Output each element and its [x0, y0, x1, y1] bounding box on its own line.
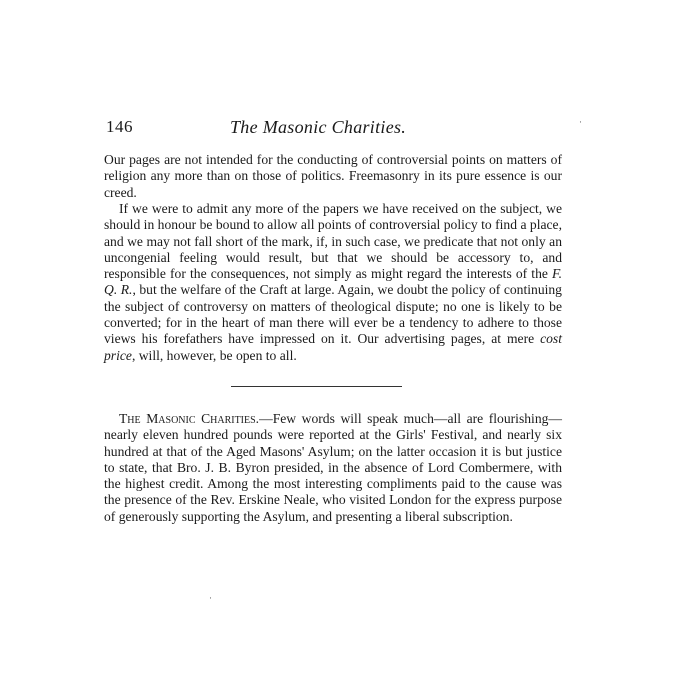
section-heading: The Masonic Charities. — [119, 411, 260, 426]
paragraph-text: If we were to admit any more of the papers we have received on the subject, we should in honour be bound to allow all points of controversial policy to find a place, and we may not fall short of the mark, if, in such case, we predicate that not only an uncongenial feeling would result, but that we should be accessory to, and responsible for the consequences, not simply as might regard the interests of the — [104, 201, 562, 282]
fqr-abbreviation: F. Q. R. — [104, 266, 562, 298]
page-header — [106, 117, 566, 141]
paragraph-masonic-charities — [104, 411, 562, 525]
paragraph-controversy-policy: Our pages are not intended for the conducting of controversial points on matters of religion any more than on those of politics. Freemasonry in its pure essence is our creed. — [104, 152, 562, 200]
paragraph-text: , will, however, be open to all. — [131, 347, 297, 363]
paragraph-papers-received — [104, 201, 562, 364]
print-speck: · — [209, 593, 212, 603]
cost-price-phrase: cost price — [104, 331, 562, 363]
paragraph-text: —Few words will speak much—all are flourishing—nearly eleven hundred pounds were reported at the Girls' Festival, and nearly six hundred at that of the Aged Masons' Asylum; on the latter occasion it is but justice to state, that Bro. J. B. Byron presided, in the absence of Lord Combermere, with the highest credit. Among the most interesting compliments paid to the cause was the presence of the Rev. Erskine Neale, who visited London for the express purpose of generously supporting the Asylum, and presenting a liberal subscription. — [104, 411, 563, 524]
section-divider — [231, 386, 402, 387]
running-title: The Masonic Charities. — [230, 117, 407, 137]
print-speck: · — [579, 117, 582, 127]
page-number: 146 — [106, 117, 133, 136]
paragraph-text: , but the welfare of the Craft at large. Again, we doubt the policy of continuing the subject of controversy on matters of theological dispute; no one is likely to be converted; for in the heart of man there will ever be a tendency to adhere to those views his forefathers have impressed on it. Our advertising pages, at mere — [104, 282, 562, 347]
